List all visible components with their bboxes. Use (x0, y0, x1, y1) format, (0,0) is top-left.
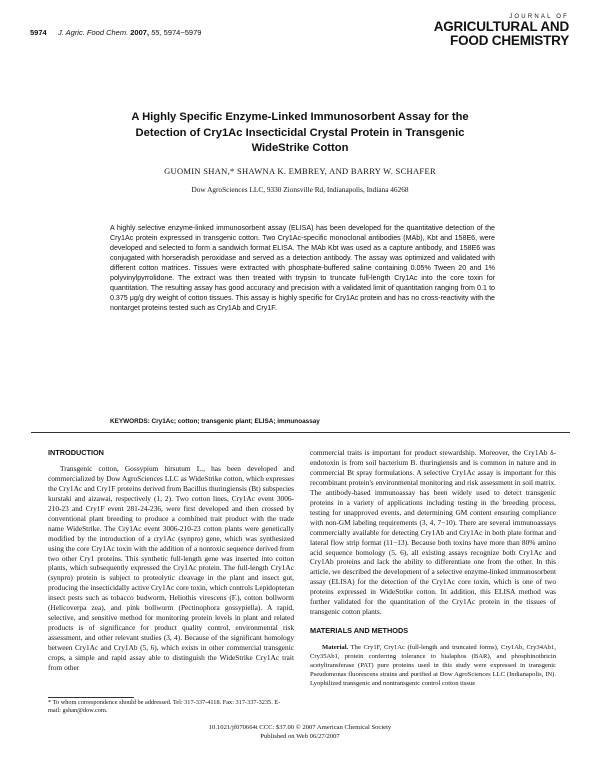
logo-line-1: JOURNAL OF (509, 14, 569, 20)
divider (31, 432, 570, 433)
journal-citation (58, 28, 201, 37)
abstract: A highly selective enzyme-linked immunosorbent assay (ELISA) has been developed for the quantitative detection of the Cry1Ac protein expressed in transgenic cotton. Two Cry1Ac-specific monoclonal antibodies (MAb), Kbt and 158E6, were developed and selected to form a sandwich format ELISA. The MAb Kbt was used as a capture antibody, and 158E6 was conjugated with horseradish peroxidase and served as a detection antibody. The assay was optimized and validated with different cotton matrices. Tissues were extracted with phosphate-buffered saline containing 0.05% Tween 20 and 1% polyvinylpyrrolidone. The extract was then treated with trypsin to truncate full-length Cry1Ac into the core toxin for quantitation. The resulting assay has good accuracy and precision with a validated limit of quantitation ranging from 0.1 to 0.375 μg/g dry weight of cotton tissues. This assay is highly specific for Cry1Ac protein and has no cross-reactivity with the nontarget proteins tested such as Cry1Ab and Cry1F. (110, 224, 495, 313)
left-column (48, 448, 294, 673)
logo-line-2: AGRICULTURAL AND (433, 19, 569, 34)
doi-line: 10.1021/jf070664t CCC: $37.00 © 2007 American Chemical Society (208, 724, 392, 731)
keywords-label: KEYWORDS: (110, 418, 150, 425)
methods-heading: MATERIALS AND METHODS (310, 626, 409, 636)
keywords (110, 418, 510, 425)
page-number: 5974 (30, 28, 47, 37)
keywords-list: Cry1Ac; cotton; transgenic plant; ELISA; immunoassay (151, 418, 320, 425)
title-line-3: WideStrike Cotton (251, 142, 349, 154)
journal-year: 2007, (130, 28, 150, 37)
right-column (310, 448, 556, 688)
materials-text: The Cry1F, Cry1Ac (full-length and truncated forms), Cry1Ab, Cry34Ab1, Cry35Ab1, protein conferring tolerance to bialaphos (BAR), and phosphinothricin acetyltransferase (PAT) pure proteins used in this study were expressed in transgenic Pseudomonas fluorescens strains and purified at Dow AgroSciences LLC (Indianapolis, IN). Lyophilized transgenic and nontransgenic control cotton tissue (310, 644, 556, 688)
materials-label: Material. (322, 644, 349, 652)
footnote: * To whom correspondence should be addressed. Tel: 317-337-4118. Fax: 317-337-3235. E-mail: gshan@dow.com. (48, 699, 281, 715)
authors: GUOMIN SHAN,* SHAWNA K. EMBREY, AND BARRY W. SCHAFER (164, 166, 436, 176)
affiliation: Dow AgroSciences LLC, 9330 Zionsville Rd, Indianapolis, Indiana 46268 (191, 185, 409, 194)
intro-heading: INTRODUCTION (48, 448, 104, 457)
intro-paragraph-2: commercial traits is important for product stewardship. Moreover, the Cry1Ab δ-endotoxin is from soil bacterium B. thuringiensis and is common in nature and in commercial Bt spray formulations. A selective Cry1Ac assay is important for this recombinant protein's environmental monitoring and risk assessment in soil matrix. The antibody-based immunoassay has been widely used to detect transgenic proteins in a variety of applications including testing in the breeding process, testing for unapproved events, and determining GM content ensuring compliance with non-GM labeling requirements (3, 4, 7−10). There are several immunoassays commercially available for detecting Cry1Ab and Cry1Ac in both plate format and lateral flow strip format (11−13). Because both toxins have more than 80% amino acid sequence homology (5, 6), all existing assays recognize both Cry1Ac and Cry1Ab proteins and lack the ability to differentiate one from the other. In this article, we described the development of a selective enzyme-linked immunosorbent assay (ELISA) for the detection of the Cry1Ac core toxin, which is one of two proteins expressed in WideStrike cotton. In addition, this ELISA method was further validated for the quantitation of the Cry1Ac protein in the tissues of transgenic cotton plants. (310, 448, 556, 617)
intro-paragraph-1: Transgenic cotton, Gossypium hirsutum L., has been developed and commercialized by Dow AgroSciences LLC as WideStrike cotton, which expresses the Cry1Ac and Cry1F proteins derived from Bacillus thuringiensis (Bt) subspecies kurstaki and aizawai, respectively (1, 2). Two cotton lines, Cry1Ac event 3006-210-23 and Cry1F event 281-24-236, were first developed and then crossed by conventional plant breeding to produce a combined trait product with the trade name WideStrike. The Cry1Ac event 3006-210-23 cotton plants were genetically modified by the introduction of a cry1Ac (synpro) gene, which was synthesized using the core Cry1Ac toxin with the addition of a nontoxic sequence derived from two other Cry1 proteins. This synthetic full-length gene was inserted into cotton plants, which subsequently expressed the Cry1Ac protein. The full-length Cry1Ac (synpro) protein is subject to proteolytic cleavage in the plant and insect gut, producing the insecticidally active Cry1Ac core toxin, which controls Lepidopteran insect pests such as tobacco budworm, Heliothis virescens (F.), cotton bollworm (Helicoverpa zea), and pink bollworm (Pectinophora gossypiella). A rapid, selective, and sensitive method for monitoring protein levels in plant and related products is of significance for product quality control, environmental risk assessment, and other relevant studies (3, 4). Because of the significant homology between Cry1Ac and Cry1Ab (5, 6), which exists in other commercial transgenic crops, a simple and rapid assay able to distinguish the WideStrike Cry1Ac trait from other (48, 463, 294, 673)
article-title (60, 110, 540, 157)
footnote-rule (48, 697, 134, 698)
materials-paragraph (310, 643, 556, 688)
footer (0, 724, 600, 741)
journal-volume: 55, (151, 28, 162, 37)
journal-pages: 5974−5979 (163, 28, 202, 37)
journal-logo (434, 14, 569, 47)
title-line-2: Detection of Cry1Ac Insecticidal Crystal Protein in Transgenic (135, 126, 465, 139)
title-line-1: A Highly Specific Enzyme-Linked Immunosorbent Assay for the (131, 111, 469, 123)
logo-line-3: FOOD CHEMISTRY (450, 32, 569, 48)
published-date: Published on Web 06/27/2007 (260, 732, 340, 740)
journal-abbrev: J. Agric. Food Chem. (58, 28, 129, 37)
